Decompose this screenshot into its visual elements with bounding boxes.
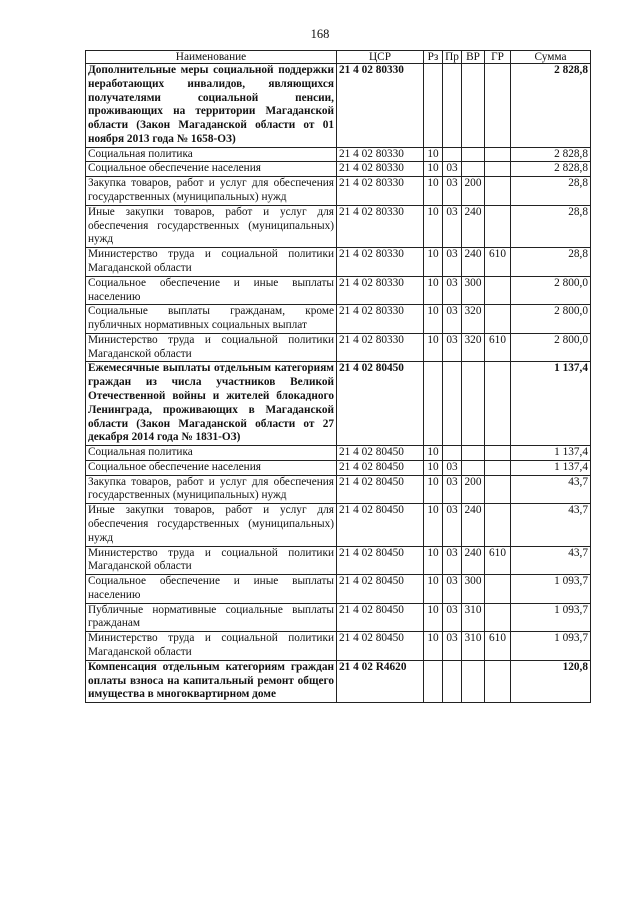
row-pr: 03 — [443, 460, 462, 475]
row-gr — [485, 446, 511, 461]
row-csr: 21 4 02 80330 — [337, 64, 424, 148]
row-vr: 300 — [462, 276, 485, 305]
table-row — [86, 660, 591, 702]
row-vr — [462, 64, 485, 148]
row-csr: 21 4 02 80330 — [337, 205, 424, 247]
row-vr: 240 — [462, 205, 485, 247]
row-rz: 10 — [424, 632, 443, 661]
row-sum: 28,8 — [511, 205, 591, 247]
row-gr: 610 — [485, 546, 511, 575]
row-rz — [424, 362, 443, 446]
table-row — [86, 446, 591, 461]
row-name: Компенсация отдельным категориям граждан оплаты взноса на капитальный ремонт общего имущества в многоквартирном доме — [86, 660, 337, 702]
row-csr: 21 4 02 80450 — [337, 603, 424, 632]
row-gr — [485, 575, 511, 604]
row-gr — [485, 362, 511, 446]
row-sum: 28,8 — [511, 177, 591, 206]
row-name: Социальное обеспечение населения — [86, 162, 337, 177]
row-pr — [443, 362, 462, 446]
table-row — [86, 64, 591, 148]
row-csr: 21 4 02 80330 — [337, 305, 424, 334]
row-rz: 10 — [424, 460, 443, 475]
table-row — [86, 305, 591, 334]
header-name: Наименование — [86, 51, 337, 64]
row-vr: 240 — [462, 504, 485, 546]
row-name: Публичные нормативные социальные выплаты гражданам — [86, 603, 337, 632]
table-header-row — [86, 51, 591, 64]
row-sum: 2 828,8 — [511, 64, 591, 148]
header-rz: Рз — [424, 51, 443, 64]
row-gr — [485, 205, 511, 247]
row-name: Социальные выплаты гражданам, кроме публичных нормативных социальных выплат — [86, 305, 337, 334]
row-vr — [462, 660, 485, 702]
row-pr: 03 — [443, 177, 462, 206]
row-name: Дополнительные меры социальной поддержки неработающих инвалидов, являющихся получателями социальной пенсии, проживающих на территории Магаданской области (Закон Магаданской области от 01 ноября 2013 года № 1658-ОЗ) — [86, 64, 337, 148]
row-pr — [443, 64, 462, 148]
row-sum: 120,8 — [511, 660, 591, 702]
row-rz: 10 — [424, 305, 443, 334]
row-sum: 2 828,8 — [511, 147, 591, 162]
row-gr — [485, 504, 511, 546]
header-gr: ГР — [485, 51, 511, 64]
row-gr — [485, 177, 511, 206]
row-gr: 610 — [485, 333, 511, 362]
row-vr: 310 — [462, 603, 485, 632]
row-gr — [485, 276, 511, 305]
table-row — [86, 603, 591, 632]
row-name: Социальное обеспечение и иные выплаты населению — [86, 575, 337, 604]
row-pr: 03 — [443, 603, 462, 632]
row-sum: 43,7 — [511, 546, 591, 575]
row-name: Социальное обеспечение и иные выплаты населению — [86, 276, 337, 305]
row-csr: 21 4 02 80450 — [337, 460, 424, 475]
row-name: Иные закупки товаров, работ и услуг для обеспечения государственных (муниципальных) нужд — [86, 205, 337, 247]
row-vr — [462, 162, 485, 177]
row-csr: 21 4 02 80330 — [337, 147, 424, 162]
row-rz: 10 — [424, 205, 443, 247]
row-pr: 03 — [443, 504, 462, 546]
table-row — [86, 460, 591, 475]
row-name: Социальная политика — [86, 147, 337, 162]
row-pr: 03 — [443, 632, 462, 661]
row-vr — [462, 446, 485, 461]
header-pr: Пр — [443, 51, 462, 64]
row-name: Закупка товаров, работ и услуг для обеспечения государственных (муниципальных) нужд — [86, 177, 337, 206]
row-pr: 03 — [443, 333, 462, 362]
row-name: Министерство труда и социальной политики Магаданской области — [86, 248, 337, 277]
row-csr: 21 4 02 80330 — [337, 177, 424, 206]
table-row — [86, 575, 591, 604]
row-sum: 28,8 — [511, 248, 591, 277]
row-name: Иные закупки товаров, работ и услуг для обеспечения государственных (муниципальных) нужд — [86, 504, 337, 546]
row-csr: 21 4 02 80450 — [337, 446, 424, 461]
row-sum: 43,7 — [511, 504, 591, 546]
row-sum: 2 800,0 — [511, 305, 591, 334]
row-rz — [424, 64, 443, 148]
table-row — [86, 475, 591, 504]
table-row — [86, 205, 591, 247]
table-row — [86, 162, 591, 177]
row-sum: 2 828,8 — [511, 162, 591, 177]
row-vr: 200 — [462, 475, 485, 504]
row-gr — [485, 460, 511, 475]
row-name: Министерство труда и социальной политики Магаданской области — [86, 546, 337, 575]
row-rz: 10 — [424, 333, 443, 362]
row-vr: 310 — [462, 632, 485, 661]
table-row — [86, 276, 591, 305]
row-gr — [485, 660, 511, 702]
row-csr: 21 4 02 80450 — [337, 546, 424, 575]
row-csr: 21 4 02 80330 — [337, 333, 424, 362]
row-gr: 610 — [485, 248, 511, 277]
row-gr — [485, 603, 511, 632]
header-vr: ВР — [462, 51, 485, 64]
row-rz: 10 — [424, 177, 443, 206]
table-body — [86, 64, 591, 703]
header-csr: ЦСР — [337, 51, 424, 64]
table-row — [86, 248, 591, 277]
row-sum: 1 093,7 — [511, 603, 591, 632]
row-vr — [462, 460, 485, 475]
row-gr — [485, 147, 511, 162]
row-pr — [443, 660, 462, 702]
row-name: Закупка товаров, работ и услуг для обеспечения государственных (муниципальных) нужд — [86, 475, 337, 504]
row-pr: 03 — [443, 575, 462, 604]
row-vr — [462, 362, 485, 446]
row-rz: 10 — [424, 504, 443, 546]
row-name: Ежемесячные выплаты отдельным категориям граждан из числа участников Великой Отечественной войны и жителей блокадного Ленинграда, проживающих в Магаданской области (Закон Магаданской области от 27 декабря 2014 года № 1831-ОЗ) — [86, 362, 337, 446]
row-pr: 03 — [443, 475, 462, 504]
row-csr: 21 4 02 80450 — [337, 504, 424, 546]
row-vr: 240 — [462, 546, 485, 575]
row-rz: 10 — [424, 147, 443, 162]
table-row — [86, 632, 591, 661]
row-pr: 03 — [443, 248, 462, 277]
row-name: Социальная политика — [86, 446, 337, 461]
row-gr — [485, 64, 511, 148]
row-rz: 10 — [424, 276, 443, 305]
row-pr: 03 — [443, 205, 462, 247]
row-gr — [485, 475, 511, 504]
row-csr: 21 4 02 80450 — [337, 475, 424, 504]
row-pr: 03 — [443, 305, 462, 334]
row-pr — [443, 446, 462, 461]
row-rz: 10 — [424, 575, 443, 604]
row-rz: 10 — [424, 475, 443, 504]
row-vr: 240 — [462, 248, 485, 277]
table-row — [86, 147, 591, 162]
row-gr — [485, 305, 511, 334]
table-row — [86, 546, 591, 575]
row-sum: 43,7 — [511, 475, 591, 504]
row-name: Министерство труда и социальной политики Магаданской области — [86, 632, 337, 661]
row-pr: 03 — [443, 546, 462, 575]
row-name: Министерство труда и социальной политики Магаданской области — [86, 333, 337, 362]
row-csr: 21 4 02 80450 — [337, 632, 424, 661]
table-row — [86, 333, 591, 362]
row-sum: 1 137,4 — [511, 446, 591, 461]
row-sum: 1 093,7 — [511, 575, 591, 604]
row-pr — [443, 147, 462, 162]
row-csr: 21 4 02 R4620 — [337, 660, 424, 702]
budget-table — [85, 50, 591, 703]
row-sum: 1 137,4 — [511, 362, 591, 446]
row-sum: 1 137,4 — [511, 460, 591, 475]
table-row — [86, 362, 591, 446]
row-vr: 320 — [462, 333, 485, 362]
row-pr: 03 — [443, 162, 462, 177]
row-vr: 300 — [462, 575, 485, 604]
row-rz: 10 — [424, 546, 443, 575]
row-csr: 21 4 02 80330 — [337, 248, 424, 277]
row-name: Социальное обеспечение населения — [86, 460, 337, 475]
row-csr: 21 4 02 80450 — [337, 575, 424, 604]
row-rz — [424, 660, 443, 702]
row-gr — [485, 162, 511, 177]
row-csr: 21 4 02 80330 — [337, 276, 424, 305]
table-row — [86, 177, 591, 206]
row-sum: 2 800,0 — [511, 333, 591, 362]
row-gr: 610 — [485, 632, 511, 661]
page-number: 168 — [310, 27, 330, 41]
row-vr — [462, 147, 485, 162]
row-rz: 10 — [424, 248, 443, 277]
header-sum: Сумма — [511, 51, 591, 64]
row-vr: 200 — [462, 177, 485, 206]
table-row — [86, 504, 591, 546]
row-sum: 1 093,7 — [511, 632, 591, 661]
row-csr: 21 4 02 80330 — [337, 162, 424, 177]
row-rz: 10 — [424, 162, 443, 177]
row-sum: 2 800,0 — [511, 276, 591, 305]
row-pr: 03 — [443, 276, 462, 305]
row-rz: 10 — [424, 603, 443, 632]
row-csr: 21 4 02 80450 — [337, 362, 424, 446]
row-vr: 320 — [462, 305, 485, 334]
row-rz: 10 — [424, 446, 443, 461]
